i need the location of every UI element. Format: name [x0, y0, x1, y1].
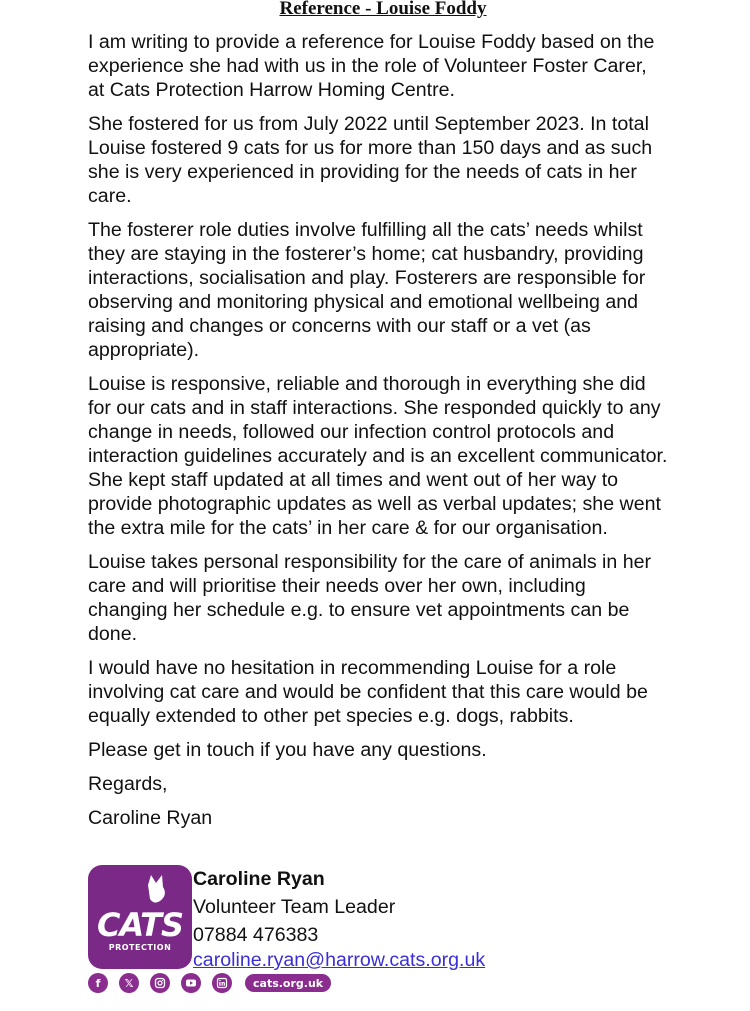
paragraph-contact: Please get in touch if you have any questions. [88, 739, 487, 761]
website-link[interactable]: cats.org.uk [245, 974, 331, 992]
paragraph-responsibility: Louise takes personal responsibility for the care of animals in her care and will prioritise their needs over her own, including changing her schedule e.g. to ensure vet appointments can be done. [88, 551, 652, 645]
cats-protection-logo [88, 865, 192, 969]
x-icon[interactable]: 𝕏 [119, 973, 139, 993]
signature-email-link[interactable]: caroline.ryan@harrow.cats.org.uk [193, 949, 486, 971]
closing-regards: Regards, [88, 773, 168, 795]
instagram-icon[interactable] [150, 973, 170, 993]
signature-name: Caroline Ryan [193, 868, 325, 890]
paragraph-recommendation: I would have no hesitation in recommending Louise for a role involving cat care and would be confident that this care would be equally extended to other pet species e.g. dogs, rabbits. [88, 657, 648, 727]
social-links [88, 972, 331, 994]
document-title: Reference - Louise Foddy [279, 0, 487, 19]
youtube-icon[interactable] [181, 973, 201, 993]
facebook-icon[interactable]: f [88, 973, 108, 993]
paragraph-intro: I am writing to provide a reference for Louise Foddy based on the experience she had with us in the role of Volunteer Foster Carer, at Cats Protection Harrow Homing Centre. [88, 31, 655, 101]
paragraph-performance: Louise is responsive, reliable and thorough in everything she did for our cats and in staff interactions. She responded quickly to any change in needs, followed our infection control protocols and interaction guidelines accurately and is an excellent communicator. She kept staff updated at all times and went out of her way to provide photographic updates as well as verbal updates; she went the extra mile for the cats’ in her care & for our organisation. [88, 373, 668, 539]
signature-role: Volunteer Team Leader [193, 896, 396, 918]
linkedin-icon[interactable] [212, 973, 232, 993]
paragraph-role-duties: The fosterer role duties involve fulfilling all the cats’ needs whilst they are staying in the fosterer’s home; cat husbandry, providing interactions, socialisation and play. Fosterers are responsible for observing and monitoring physical and emotional wellbeing and raising and changes or concerns with our staff or a vet (as appropriate). [88, 219, 646, 361]
paragraph-fostering-period: She fostered for us from July 2022 until September 2023. In total Louise fostered 9 cats for us for more than 150 days and as such she is very experienced in providing for the needs of cats in her care. [88, 113, 653, 207]
logo-subtext: PROTECTION [108, 943, 172, 952]
signature-details [193, 865, 485, 971]
signature-phone: 07884 476383 [193, 924, 319, 946]
closing-name: Caroline Ryan [88, 807, 213, 829]
letter-body [88, 30, 668, 840]
logo-wordmark: CATS [96, 906, 184, 944]
email-signature [88, 865, 648, 970]
